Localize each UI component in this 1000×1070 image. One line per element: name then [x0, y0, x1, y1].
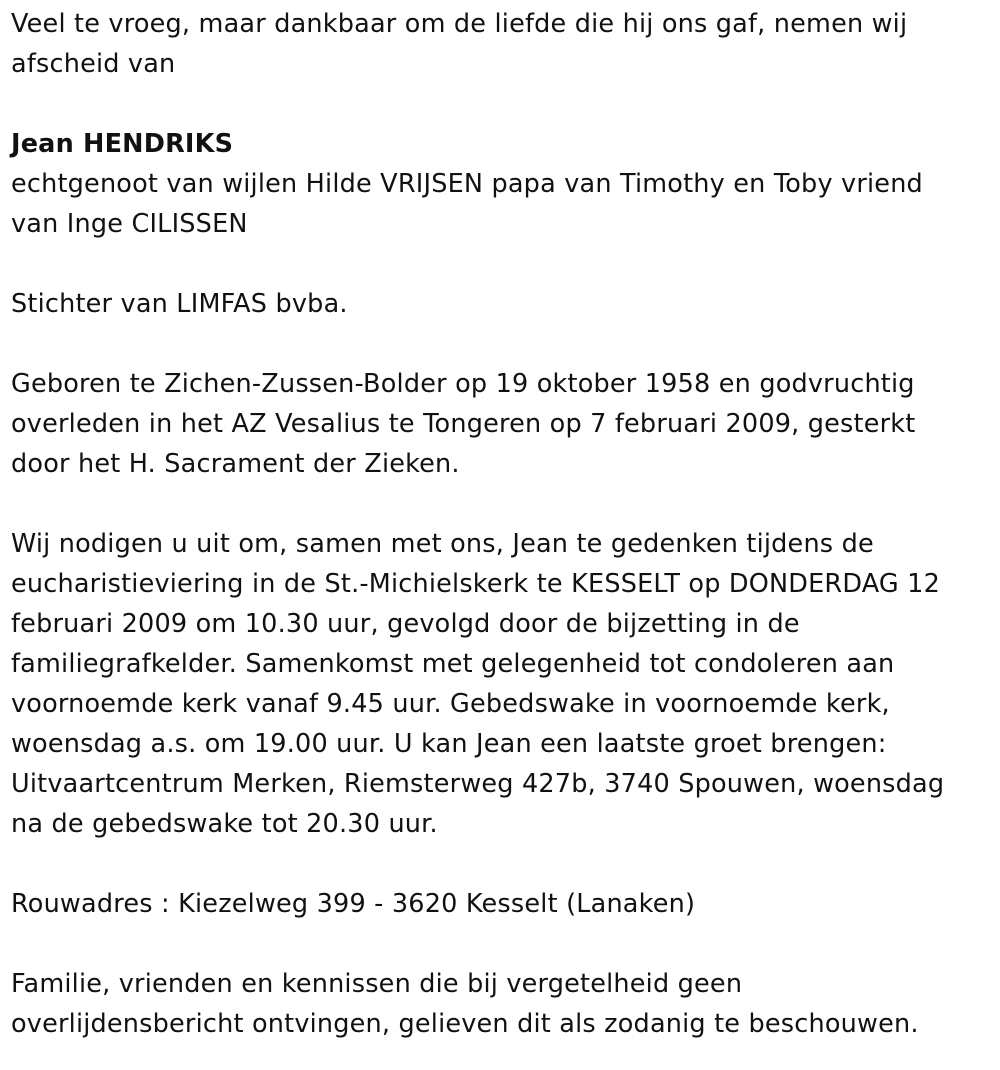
spacer [11, 324, 981, 364]
spacer [11, 84, 981, 124]
spacer [11, 924, 981, 964]
founder-text: Stichter van LIMFAS bvba. [11, 289, 348, 319]
relations-text: echtgenoot van wijlen Hilde VRIJSEN papa van Timothy en Toby vriend van Inge CILISSEN [11, 169, 923, 239]
closing-text: Familie, vrienden en kennissen die bij vergetelheid geen overlijdensbericht ontvingen, gelieven dit als zodanig te beschouwen. [11, 969, 919, 1039]
ceremony-text: Wij nodigen u uit om, samen met ons, Jean te gedenken tijdens de eucharistieviering in de St.-Michielskerk te KESSELT op DONDERDAG 12 februari 2009 om 10.30 uur, gevolgd door de bijzetting in de familiegrafkelder. Samenkomst met gelegenheid tot condoleren aan voornoemde kerk vanaf 9.45 uur. Gebedswake in voornoemde kerk, woensdag a.s. om 19.00 uur. U kan Jean een laatste groet brengen: Uitvaartcentrum Merken, Riemsterweg 427b, 3740 Spouwen, woensdag na de gebedswake tot 20.30 uur. [11, 529, 945, 839]
deceased-name: Jean HENDRIKS [11, 129, 234, 159]
spacer [11, 244, 981, 284]
intro-text: Veel te vroeg, maar dankbaar om de liefde die hij ons gaf, nemen wij afscheid van [11, 9, 908, 79]
spacer [11, 484, 981, 524]
spacer [11, 844, 981, 884]
birth-death-text: Geboren te Zichen-Zussen-Bolder op 19 oktober 1958 en godvruchtig overleden in het AZ Vesalius te Tongeren op 7 februari 2009, gesterkt door het H. Sacrament der Zieken. [11, 369, 916, 479]
mourning-address: Rouwadres : Kiezelweg 399 - 3620 Kesselt (Lanaken) [11, 889, 696, 919]
obituary-notice [11, 0, 981, 1044]
